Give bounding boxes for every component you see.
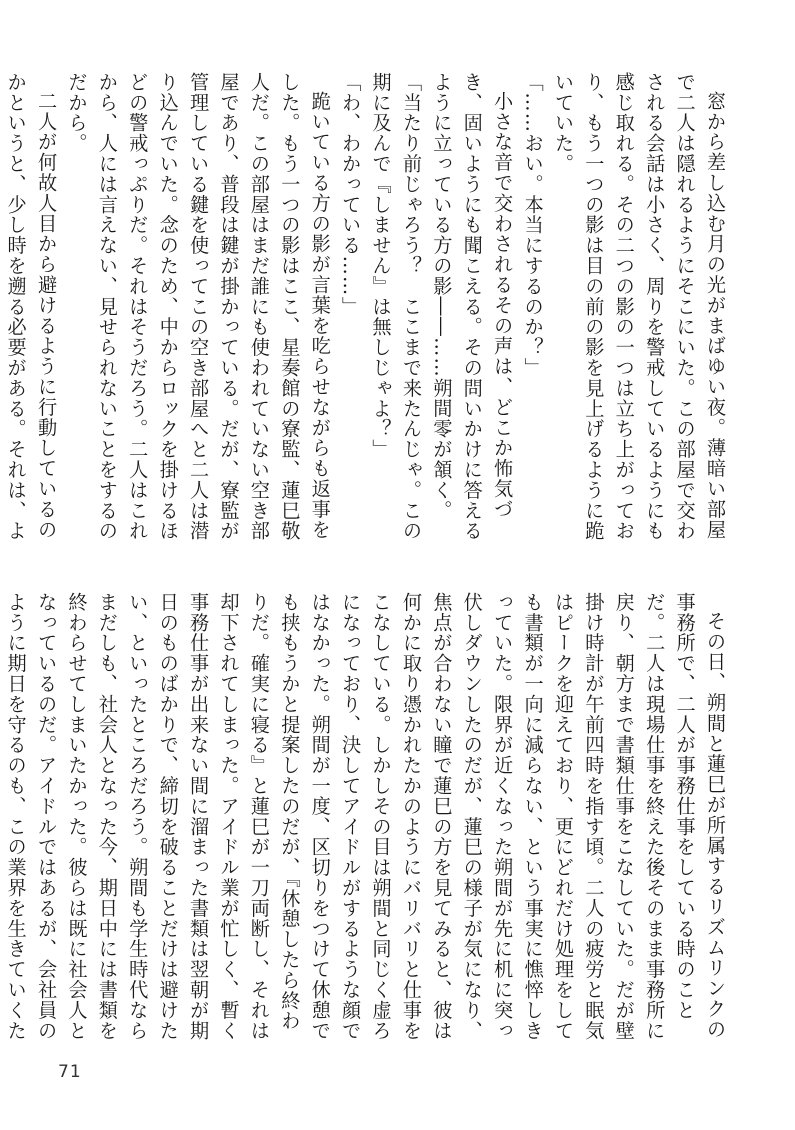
upper-text-column [4,72,730,542]
paragraph: 跪いている方の影が言葉を吃らせながらも返事をした。もう一つの影はここ、星奏館の寮監、蓮巳敬人だ。この部屋はまだ誰にも使われていない空き部屋であり、普段は鍵が掛かっている。だが、寮監が管理している鍵を使ってこの空き部屋へと二人は潜り込んでいた。念のため、中からロックを掛けるほどの警戒っぷりだ。それはそうだろう。二人はこれから、人には言えない、見せられないことをするのだから。 [65,72,332,542]
paragraph: 小さな音で交わされるその声は、どこか怖気づき、固いようにも聞こえる。その問いかけに答えるように立っている方の影――……朔間零が頷く。 [430,72,515,542]
dialogue-line: 「わ、わかっている……」 [339,72,363,317]
page-number: 71 [58,1062,82,1082]
dialogue-line: 「当たり前じゃろう？ ここまで来たんじゃ。この期に及んで『しません』は無しじゃよ？」 [369,72,423,542]
dialogue-line: 「……おい。本当にするのか？」 [521,72,545,378]
paragraph: 二人が何故人目から避けるように行動しているのかというと、少し時を遡る必要がある。それは、よ [4,72,59,542]
paragraph: 窓から差し込む月の光がまばゆい夜。薄暗い部屋で二人は隠れるようにそこにいた。この部屋で交わされる会話は小さく、周りを警戒しているようにも感じ取れる。その二つの影の一つは立ち上がっており、もう一つの影は目の前の影を見上げるように跪いていた。 [551,72,727,542]
paragraph: その日、朔間と蓮巳が所属するリズムリンクの事務所で、二人が事務仕事をしている時のことだ。二人は現場仕事を終えた後そのまま事務所に戻り、朝方まで書類仕事をこなしていた。だが壁掛け時計が午前四時を指す頃。二人の疲労と眠気はピークを迎えており、更にどれだけ処理をしても書類が一向に減らない、という事実に憔悴しきっていた。限界が近くなった朔間が先に机に突っ伏しダウンしたのだが、蓮巳の様子が気になり、焦点が合わない瞳で蓮巳の方を見てみると、彼は何かに取り憑かれたかのようにバリバリと仕事をこなしている。しかしその目は朔間と同じく虚ろになっており、決してアイドルがするような顔ではなかった。朔間が一度、区切りをつけて休憩でも挟もうかと提案したのだが、『休憩したら終わりだ。確実に寝る』と蓮巳が一刀両断し、それは却下されてしまった。アイドル業が忙しく、暫く事務仕事が出来ない間に溜まった書類は翌朝が期日のものばかりで、締切を破ることだけは避けたい、といったところだろう。朔間も学生時代ならまだしも、社会人となった今、期日中には書類を終わらせてしまいたかった。彼らは既に社会人となっているのだ。アイドルではあるが、会社員のように期日を守るのも、この業界を生きていくた [4,592,727,1041]
lower-text-column [4,592,730,1050]
